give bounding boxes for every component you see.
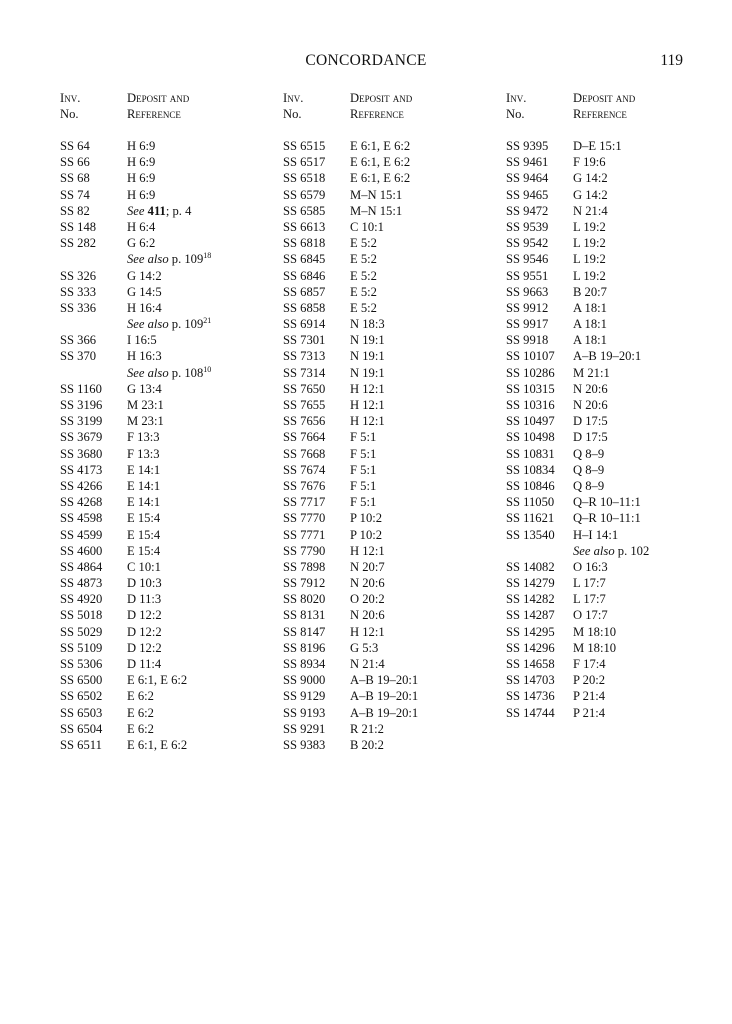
inventory-number: SS 14295: [506, 624, 555, 639]
dep-header-line2: Reference: [573, 107, 627, 121]
deposit-reference: G 14:2: [573, 171, 608, 186]
inv-header-line1: Inv.: [506, 91, 527, 105]
page-reference: p. 109: [168, 252, 204, 267]
deposit-reference: H–I 14:1: [573, 527, 619, 542]
deposit-reference: E 15:4: [127, 527, 161, 542]
dep-header-line2: Reference: [127, 107, 181, 121]
inventory-number: SS 6613: [283, 219, 326, 234]
inventory-number: SS 7313: [283, 349, 326, 364]
deposit-reference: Q–R 10–11:1: [573, 511, 641, 526]
deposit-reference: F 17:4: [573, 657, 606, 671]
inventory-number: SS 6515: [283, 139, 326, 153]
deposit-reference: P 10:2: [350, 511, 383, 526]
deposit-reference: O 16:3: [573, 559, 608, 574]
inventory-number: SS 4598: [60, 511, 103, 526]
deposit-reference: F 13:3: [127, 430, 160, 445]
deposit-reference: H 6:9: [127, 155, 156, 170]
inventory-number: SS 13540: [506, 527, 555, 542]
inventory-number: SS 14744: [506, 705, 555, 720]
inventory-number: SS 14287: [506, 608, 555, 623]
deposit-reference: F 13:3: [127, 446, 160, 461]
inventory-number: SS 66: [60, 155, 90, 170]
inventory-number: SS 4873: [60, 576, 103, 591]
deposit-reference: C 10:1: [127, 559, 161, 574]
deposit-reference: E 5:2: [350, 284, 377, 299]
inventory-number: SS 7676: [283, 478, 326, 493]
inventory-number: SS 8020: [283, 592, 326, 607]
inventory-number: SS 9464: [506, 171, 549, 186]
inventory-number: SS 9461: [506, 155, 549, 170]
inventory-number: SS 10834: [506, 462, 555, 477]
deposit-reference: H 16:3: [127, 349, 162, 364]
inventory-number: SS 1160: [60, 381, 102, 396]
inventory-number: SS 9542: [506, 236, 549, 251]
catalogue-number: 411: [147, 203, 166, 218]
inventory-number: SS 3680: [60, 446, 103, 461]
deposit-reference: H 12:1: [350, 414, 385, 429]
deposit-reference: A–B 19–20:1: [350, 705, 419, 720]
deposit-reference: I 16:5: [127, 333, 157, 348]
page-number: 119: [660, 52, 683, 69]
inventory-number: SS 3199: [60, 414, 103, 429]
inv-header-line2: No.: [60, 107, 79, 121]
inventory-number: SS 7668: [283, 446, 326, 461]
deposit-reference: C 10:1: [350, 219, 384, 234]
cross-reference-note: [127, 251, 211, 267]
deposit-reference: E 6:1, E 6:2: [127, 737, 188, 752]
inventory-number: SS 7674: [283, 462, 326, 477]
dep-header-line2: Reference: [350, 107, 404, 121]
inventory-number: SS 7771: [283, 527, 326, 542]
deposit-reference: E 5:2: [350, 252, 377, 267]
inventory-number: SS 9291: [283, 721, 326, 736]
deposit-reference: D 17:5: [573, 414, 608, 429]
deposit-reference: F 19:6: [573, 155, 606, 170]
inventory-number: SS 326: [60, 268, 97, 283]
inventory-number: SS 9546: [506, 252, 549, 267]
deposit-reference: N 20:6: [573, 398, 608, 412]
inventory-number: SS 7301: [283, 333, 326, 348]
deposit-reference-header: [350, 90, 412, 122]
deposit-reference: L 19:2: [573, 252, 606, 267]
deposit-reference: G 14:2: [573, 187, 608, 202]
see-label: See also: [573, 543, 615, 558]
deposit-reference: M 21:1: [573, 365, 610, 380]
inventory-number: SS 7898: [283, 559, 326, 574]
deposit-reference: H 12:1: [350, 398, 385, 412]
page-reference: p. 108: [168, 365, 204, 380]
deposit-reference: L 19:2: [573, 219, 606, 234]
deposit-reference: E 5:2: [350, 268, 377, 283]
inventory-number: SS 14736: [506, 689, 555, 704]
deposit-reference: D 12:2: [127, 608, 162, 623]
inventory-number: SS 10286: [506, 365, 555, 380]
deposit-reference: L 19:2: [573, 268, 606, 283]
deposit-reference: P 10:2: [350, 527, 383, 542]
dep-header-line1: Deposit and: [573, 91, 636, 105]
deposit-reference: M 18:10: [573, 640, 617, 655]
inventory-number: SS 9472: [506, 203, 549, 218]
inventory-number: SS 9129: [283, 689, 326, 704]
deposit-reference: D–E 15:1: [573, 139, 622, 153]
inventory-number: SS 14279: [506, 576, 555, 591]
deposit-reference: D 10:3: [127, 576, 162, 591]
deposit-reference: E 14:1: [127, 462, 161, 477]
inventory-number: SS 9918: [506, 333, 549, 348]
deposit-reference: D 12:2: [127, 640, 162, 655]
inventory-number: SS 7912: [283, 576, 326, 591]
deposit-reference: E 14:1: [127, 478, 161, 493]
inv-header-line2: No.: [506, 107, 525, 121]
see-label: See also: [127, 317, 169, 332]
deposit-reference: E 6:1, E 6:2: [350, 139, 411, 153]
deposit-reference: N 20:6: [573, 381, 608, 396]
inventory-number: SS 9551: [506, 268, 549, 283]
deposit-reference: P 21:4: [573, 689, 606, 704]
deposit-reference: G 6:2: [127, 236, 156, 251]
inventory-number: SS 4600: [60, 543, 103, 558]
deposit-reference: N 21:4: [573, 203, 608, 218]
inventory-number: SS 5029: [60, 624, 103, 639]
inventory-number: SS 8196: [283, 640, 326, 655]
deposit-reference: F 5:1: [350, 430, 377, 445]
deposit-reference: O 17:7: [573, 608, 608, 623]
inventory-number: SS 6511: [60, 737, 102, 752]
deposit-reference: H 6:9: [127, 187, 156, 202]
inv-header-line1: Inv.: [283, 91, 304, 105]
deposit-reference: E 5:2: [350, 236, 377, 251]
deposit-reference: E 15:4: [127, 511, 161, 526]
see-label: See also: [127, 365, 169, 380]
cross-reference-note: [573, 543, 649, 559]
inv-header-line2: No.: [283, 107, 302, 121]
inventory-number: SS 148: [60, 219, 97, 234]
deposit-reference: F 5:1: [350, 462, 377, 477]
inventory-number: SS 74: [60, 187, 90, 202]
deposit-reference: H 12:1: [350, 381, 385, 396]
inventory-number: SS 5109: [60, 640, 103, 655]
deposit-reference: B 20:7: [573, 284, 607, 299]
inventory-number: SS 3196: [60, 398, 103, 412]
inventory-number: SS 9663: [506, 284, 549, 299]
inventory-number: SS 14082: [506, 559, 555, 574]
inventory-number: SS 6818: [283, 236, 326, 251]
deposit-reference: R 21:2: [350, 721, 384, 736]
deposit-reference: E 6:2: [127, 721, 154, 736]
deposit-reference: H 6:9: [127, 171, 156, 186]
deposit-reference: H 12:1: [350, 624, 385, 639]
inventory-number: SS 7650: [283, 381, 326, 396]
inventory-number: SS 4173: [60, 462, 103, 477]
deposit-reference: E 14:1: [127, 495, 161, 510]
inventory-number: SS 4864: [60, 559, 103, 574]
deposit-reference: A–B 19–20:1: [350, 689, 419, 704]
deposit-reference: O 20:2: [350, 592, 385, 607]
inv-no-header: [283, 90, 303, 122]
inv-no-header: [506, 90, 526, 122]
inventory-number: SS 336: [60, 300, 97, 315]
inventory-number: SS 14703: [506, 673, 555, 688]
inventory-number: SS 11621: [506, 511, 555, 526]
inventory-number: SS 8147: [283, 624, 326, 639]
inventory-number: SS 68: [60, 171, 90, 186]
inventory-number: SS 9395: [506, 139, 549, 153]
deposit-reference: Q 8–9: [573, 462, 605, 477]
inventory-number: SS 282: [60, 236, 97, 251]
deposit-reference: H 16:4: [127, 300, 162, 315]
inventory-number: SS 7790: [283, 543, 326, 558]
cross-reference-note: [127, 316, 211, 332]
footnote-number: 10: [203, 364, 212, 374]
deposit-reference: P 21:4: [573, 705, 606, 720]
inventory-number: SS 4266: [60, 478, 103, 493]
deposit-reference: N 20:7: [350, 559, 385, 574]
inv-no-header: [60, 90, 80, 122]
inventory-number: SS 6579: [283, 187, 326, 202]
inventory-number: SS 4920: [60, 592, 103, 607]
deposit-reference: G 13:4: [127, 381, 162, 396]
dep-header-line1: Deposit and: [350, 91, 413, 105]
see-label: See also: [127, 252, 169, 267]
deposit-reference: A 18:1: [573, 300, 607, 315]
cross-reference-note: [127, 203, 191, 219]
inventory-number: SS 10107: [506, 349, 555, 364]
inventory-number: SS 10831: [506, 446, 555, 461]
deposit-reference: Q 8–9: [573, 478, 605, 493]
inventory-number: SS 6518: [283, 171, 326, 186]
inventory-number: SS 9917: [506, 317, 549, 332]
inventory-number: SS 14282: [506, 592, 555, 607]
deposit-reference: M 18:10: [573, 624, 617, 639]
deposit-reference: D 11:3: [127, 592, 162, 607]
inventory-number: SS 9912: [506, 300, 549, 315]
deposit-reference: E 6:1, E 6:2: [127, 673, 188, 688]
inv-header-line1: Inv.: [60, 91, 81, 105]
inventory-number: SS 6846: [283, 268, 326, 283]
inventory-number: SS 6857: [283, 284, 326, 299]
deposit-reference: Q 8–9: [573, 446, 605, 461]
inventory-number: SS 8131: [283, 608, 326, 623]
inventory-number: SS 14296: [506, 640, 555, 655]
deposit-reference: E 6:1, E 6:2: [350, 171, 411, 186]
inventory-number: SS 5306: [60, 657, 103, 671]
inventory-number: SS 10498: [506, 430, 555, 445]
inventory-number: SS 6504: [60, 721, 103, 736]
deposit-reference: N 21:4: [350, 657, 385, 671]
deposit-reference: B 20:2: [350, 737, 384, 752]
inventory-number: SS 9193: [283, 705, 326, 720]
deposit-reference: H 12:1: [350, 543, 385, 558]
see-label: See: [127, 203, 145, 218]
deposit-reference: N 18:3: [350, 317, 385, 332]
inventory-number: SS 366: [60, 333, 97, 348]
inventory-number: SS 6858: [283, 300, 326, 315]
inventory-number: SS 6914: [283, 317, 326, 332]
inventory-number: SS 9383: [283, 737, 326, 752]
deposit-reference: A 18:1: [573, 317, 607, 332]
deposit-reference: L 17:7: [573, 576, 606, 591]
page-title: CONCORDANCE: [305, 52, 427, 69]
deposit-reference: F 5:1: [350, 478, 377, 493]
footnote-number: 21: [203, 316, 212, 326]
deposit-reference: P 20:2: [573, 673, 606, 688]
inventory-number: SS 3679: [60, 430, 103, 445]
deposit-reference: N 19:1: [350, 349, 385, 364]
deposit-reference: M 23:1: [127, 398, 164, 412]
inventory-number: SS 5018: [60, 608, 103, 623]
inventory-number: SS 7655: [283, 398, 326, 412]
dep-header-line1: Deposit and: [127, 91, 190, 105]
deposit-reference: E 6:2: [127, 689, 154, 704]
inventory-number: SS 4599: [60, 527, 103, 542]
page-reference: ; p. 4: [165, 203, 192, 218]
deposit-reference: H 6:4: [127, 219, 156, 234]
cross-reference-note: [127, 365, 211, 381]
inventory-number: SS 8934: [283, 657, 326, 671]
page-reference: p. 109: [168, 317, 204, 332]
deposit-reference: D 11:4: [127, 657, 162, 671]
inventory-number: SS 7656: [283, 414, 326, 429]
inventory-number: SS 6517: [283, 155, 326, 170]
deposit-reference: D 12:2: [127, 624, 162, 639]
inventory-number: SS 6585: [283, 203, 326, 218]
deposit-reference-header: [573, 90, 635, 122]
footnote-number: 18: [203, 251, 212, 261]
deposit-reference: G 14:2: [127, 268, 162, 283]
inventory-number: SS 64: [60, 139, 90, 153]
deposit-reference: L 17:7: [573, 592, 606, 607]
deposit-reference: G 14:5: [127, 284, 162, 299]
inventory-number: SS 7664: [283, 430, 326, 445]
page-reference: p. 102: [614, 543, 650, 558]
deposit-reference: A 18:1: [573, 333, 607, 348]
deposit-reference: N 20:6: [350, 608, 385, 623]
inventory-number: SS 9000: [283, 673, 326, 688]
deposit-reference: E 6:2: [127, 705, 154, 720]
inventory-number: SS 9465: [506, 187, 549, 202]
deposit-reference: H 6:9: [127, 139, 156, 153]
deposit-reference: E 15:4: [127, 543, 161, 558]
inventory-number: SS 333: [60, 284, 97, 299]
deposit-reference: A–B 19–20:1: [350, 673, 419, 688]
deposit-reference: M 23:1: [127, 414, 164, 429]
inventory-number: SS 9539: [506, 219, 549, 234]
deposit-reference: D 17:5: [573, 430, 608, 445]
inventory-number: SS 6502: [60, 689, 103, 704]
inventory-number: SS 7314: [283, 365, 326, 380]
deposit-reference: L 19:2: [573, 236, 606, 251]
inventory-number: SS 10315: [506, 381, 555, 396]
inventory-number: SS 6500: [60, 673, 103, 688]
inventory-number: SS 10497: [506, 414, 555, 429]
inventory-number: SS 11050: [506, 495, 555, 510]
deposit-reference: F 5:1: [350, 495, 377, 510]
deposit-reference: E 6:1, E 6:2: [350, 155, 411, 170]
deposit-reference: A–B 19–20:1: [573, 349, 642, 364]
deposit-reference: G 5:3: [350, 640, 379, 655]
inventory-number: SS 10316: [506, 398, 555, 412]
deposit-reference: E 5:2: [350, 300, 377, 315]
inventory-number: SS 370: [60, 349, 97, 364]
inventory-number: SS 10846: [506, 478, 555, 493]
inventory-number: SS 7770: [283, 511, 326, 526]
deposit-reference: N 19:1: [350, 333, 385, 348]
deposit-reference: Q–R 10–11:1: [573, 495, 641, 510]
deposit-reference-header: [127, 90, 189, 122]
inventory-number: SS 6503: [60, 705, 103, 720]
deposit-reference: M–N 15:1: [350, 187, 403, 202]
inventory-number: SS 14658: [506, 657, 555, 671]
deposit-reference: F 5:1: [350, 446, 377, 461]
inventory-number: SS 82: [60, 203, 90, 218]
inventory-number: SS 4268: [60, 495, 103, 510]
deposit-reference: N 20:6: [350, 576, 385, 591]
deposit-reference: N 19:1: [350, 365, 385, 380]
inventory-number: SS 7717: [283, 495, 326, 510]
deposit-reference: M–N 15:1: [350, 203, 403, 218]
inventory-number: SS 6845: [283, 252, 326, 267]
